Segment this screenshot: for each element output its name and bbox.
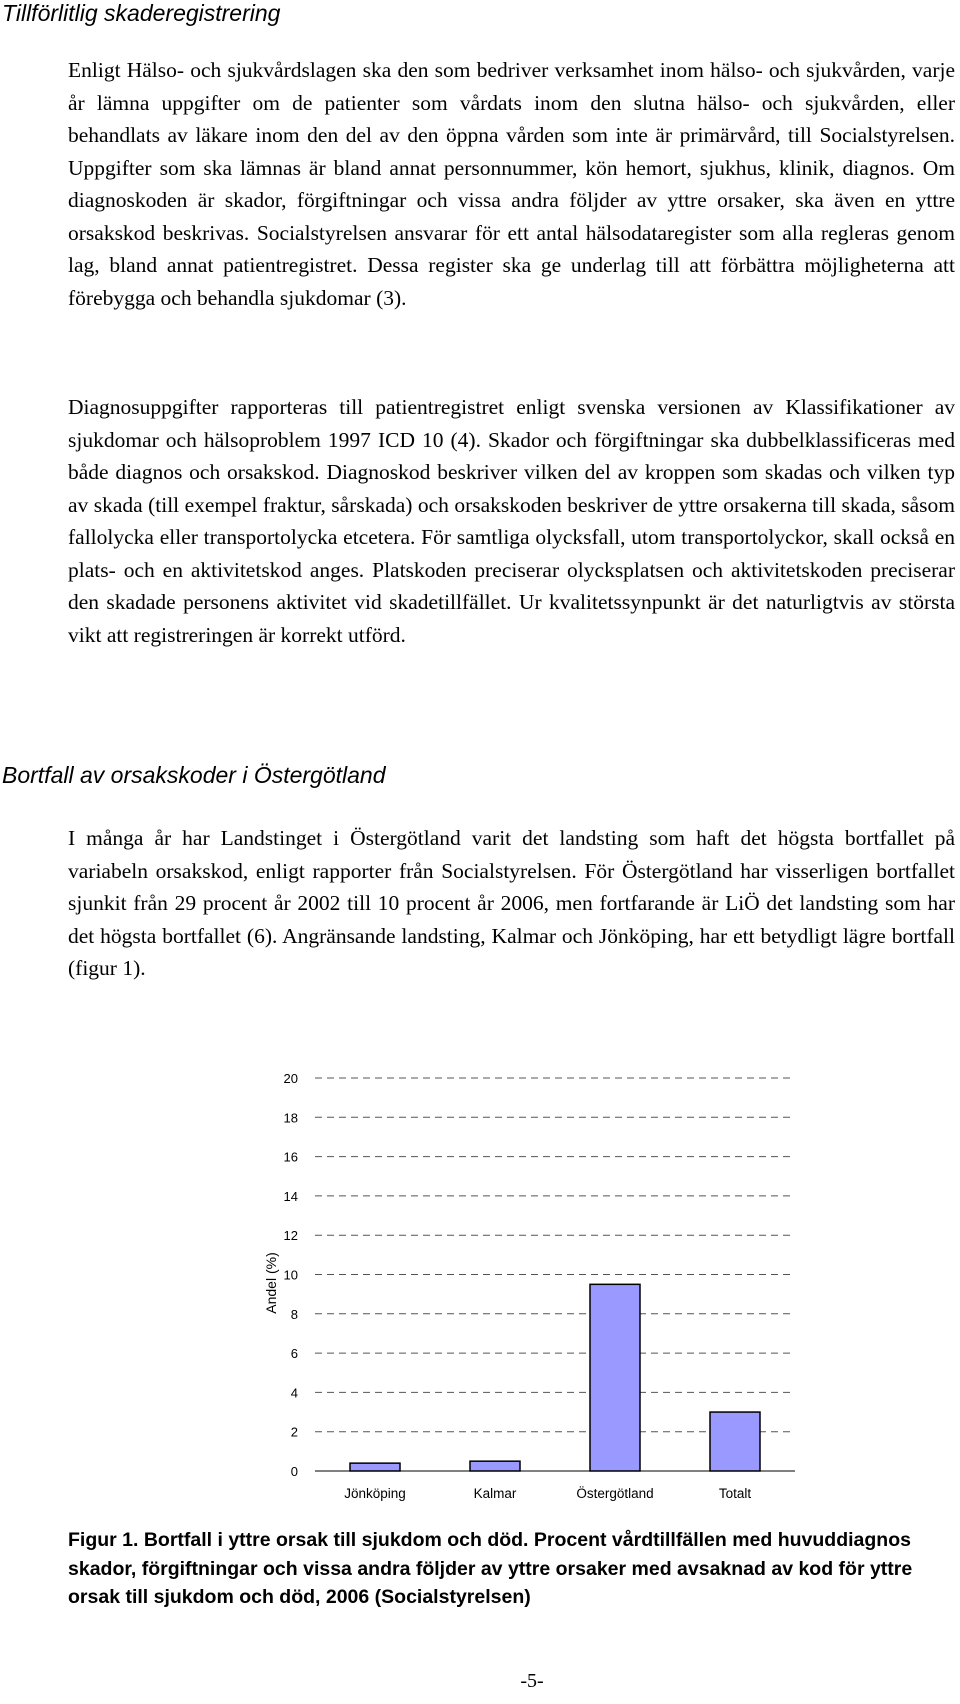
y-tick-label: 2 (290, 1424, 298, 1440)
y-tick-label: 0 (290, 1464, 298, 1479)
y-tick-label: 10 (283, 1267, 298, 1283)
y-axis-label: Andel (%) (263, 1252, 279, 1314)
x-tick-label: Totalt (718, 1486, 752, 1501)
x-tick-label: Kalmar (473, 1486, 517, 1501)
page-number: -5- (520, 1670, 544, 1692)
section-heading-bortfall: Bortfall av orsakskoder i Östergötland (2, 762, 386, 788)
bar-chart (0, 1060, 960, 1520)
y-tick-label: 6 (290, 1346, 298, 1362)
y-tick-label: 8 (290, 1306, 298, 1322)
x-tick-label: Östergötland (576, 1486, 654, 1501)
paragraph: I många år har Landstinget i Östergötland varit det landsting som haft det högsta bortfallet på variabeln orsakskod, enligt rapporter från Socialstyrelsen. För Östergötland har visserligen bortfallet sjunkit från 29 procent år 2002 till 10 procent år 2006, men fortfarande är LiÖ det landsting som har det högsta bortfallet (6). Angränsande landsting, Kalmar och Jönköping, har ett betydligt lägre bortfall (figur 1). (68, 826, 955, 980)
bar (710, 1412, 760, 1471)
y-tick-label: 14 (283, 1188, 298, 1204)
y-tick-label: 20 (283, 1071, 298, 1086)
y-tick-label: 4 (290, 1385, 298, 1401)
figure-caption: Figur 1. Bortfall i yttre orsak till sjukdom och död. Procent vårdtillfällen med huvuddiagnos skador, förgiftningar och vissa andra följder av yttre orsaker med avsaknad av kod för yttre orsak till sjukdom och död, 2006 (Socialstyrelsen) (68, 1529, 913, 1608)
bar (350, 1463, 400, 1471)
paragraph: Diagnosuppgifter rapporteras till patientregistret enligt svenska versionen av Klassifikationer av sjukdomar och hälsoproblem 1997 ICD 10 (4). Skador och förgiftningar ska dubbelklassificeras med både diagnos och orsakskod. Diagnoskod beskriver vilken del av kroppen som skadas och vilken typ av skada (till exempel fraktur, sårskada) och orsakskoden beskriver de yttre orsakerna till skada, såsom fallolycka eller transportolycka etcetera. För samtliga olycksfall, utom transportolyckor, skall också en plats- och en aktivitetskod anges. Platskoden preciserar olycksplatsen och aktivitetskoden preciserar den skadade personens aktivitet vid skadetillfället. Ur kvalitetssynpunkt är det naturligtvis av största vikt att registreringen är korrekt utförd. (68, 395, 955, 647)
y-tick-label: 12 (283, 1228, 298, 1244)
x-tick-label: Jönköping (344, 1486, 406, 1501)
paragraph: Enligt Hälso- och sjukvårdslagen ska den som bedriver verksamhet inom hälso- och sjukvården, varje år lämna uppgifter om de patienter som vårdats inom den slutna hälso- och sjukvården, eller behandlats av läkare inom den del av den öppna vården som inte är primärvård, till Socialstyrelsen. Uppgifter som ska lämnas är bland annat personnummer, kön hemort, sjukhus, klinik, diagnos. Om diagnoskoden är skador, förgiftningar och vissa andra följder av yttre orsaker, ska även en yttre orsakskod beskrivas. Socialstyrelsen ansvarar för ett antal hälsodataregister som alla regleras genom lag, bland annat patientregistret. Dessa register ska ge underlag till att förbättra möjligheterna att förebygga och behandla sjukdomar (3). (68, 58, 955, 310)
y-tick-label: 16 (283, 1149, 298, 1165)
bar (470, 1461, 520, 1471)
section-heading-tillforlitlig: Tillförlitlig skaderegistrering (2, 0, 281, 26)
bar (590, 1284, 640, 1471)
y-tick-label: 18 (283, 1110, 298, 1126)
